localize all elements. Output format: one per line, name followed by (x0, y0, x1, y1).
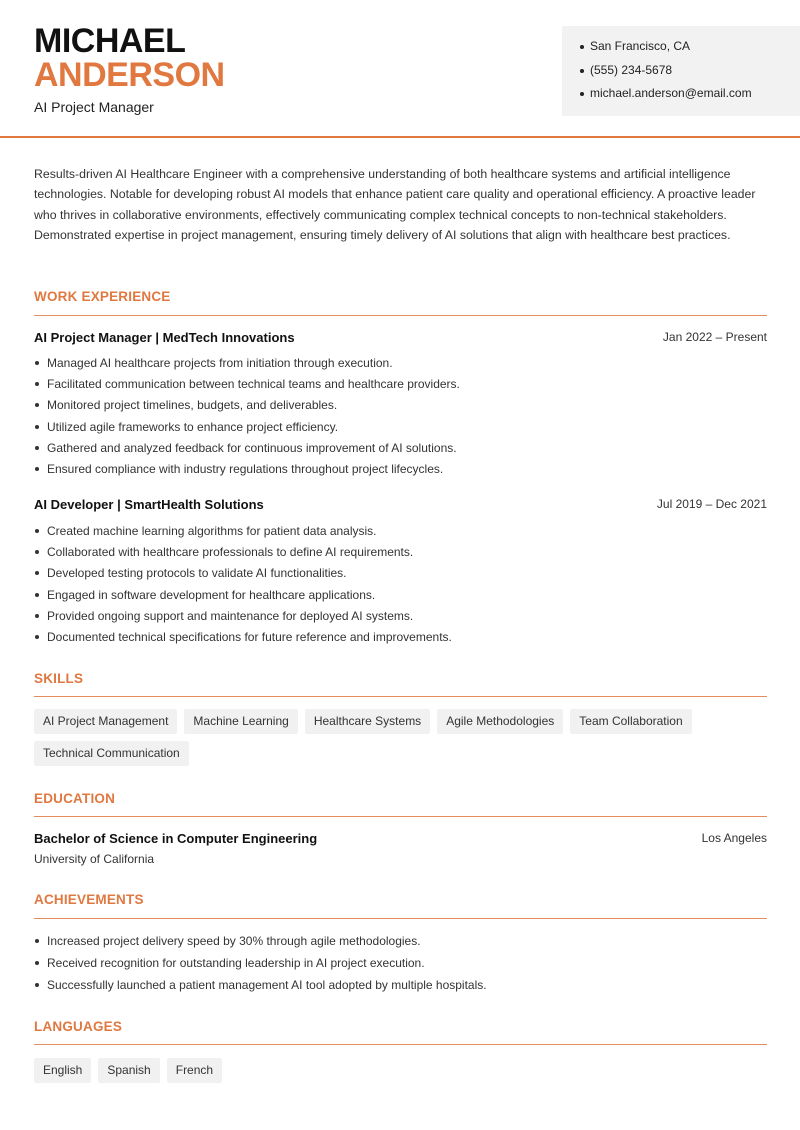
language-tag: Spanish (98, 1058, 159, 1083)
job-header (34, 497, 767, 512)
list-item: Engaged in software development for healthcare applications. (34, 587, 452, 608)
education-school: University of California (34, 852, 155, 866)
contact-email[interactable]: michael.anderson@email.com (580, 86, 800, 110)
job-header (34, 330, 767, 345)
contact-box (562, 26, 800, 116)
section-divider (34, 816, 767, 817)
last-name: ANDERSON (34, 56, 225, 94)
job-bullets (34, 355, 460, 482)
skill-tag: Healthcare Systems (305, 709, 430, 734)
section-title-skills: SKILLS (34, 671, 84, 686)
section-divider (34, 315, 767, 316)
language-tag: French (167, 1058, 222, 1083)
achievements-list (34, 933, 487, 999)
skill-tag: Team Collaboration (570, 709, 691, 734)
list-item: Gathered and analyzed feedback for continuous improvement of AI solutions. (34, 440, 460, 461)
job-bullets (34, 523, 452, 650)
list-item: Developed testing protocols to validate AI functionalities. (34, 565, 452, 586)
list-item: Utilized agile frameworks to enhance project efficiency. (34, 419, 460, 440)
first-name: MICHAEL (34, 22, 186, 60)
summary-paragraph: Results-driven AI Healthcare Engineer with a comprehensive understanding of both healthcare systems and artificial intelligence technologies. Notable for developing robust AI models that enhance patient care quality and operational efficiency. A proactive leader who thrives in collaborative environments, effectively communicating complex technical concepts to non-technical stakeholders. Demonstrated expertise in project management, ensuring timely delivery of AI solutions that align with healthcare best practices. (34, 167, 756, 243)
list-item: Collaborated with healthcare professionals to define AI requirements. (34, 544, 452, 565)
list-item: Facilitated communication between technical teams and healthcare providers. (34, 376, 460, 397)
job-title: AI Project Manager (34, 99, 154, 115)
list-item: Ensured compliance with industry regulations throughout project lifecycles. (34, 461, 460, 482)
language-tags (34, 1058, 774, 1083)
contact-location: San Francisco, CA (580, 39, 800, 63)
section-title-languages: LANGUAGES (34, 1019, 123, 1034)
list-item: Managed AI healthcare projects from initiation through execution. (34, 355, 460, 376)
job-dates: Jul 2019 – Dec 2021 (656, 497, 767, 511)
skill-tag: Agile Methodologies (437, 709, 563, 734)
list-item: Successfully launched a patient management AI tool adopted by multiple hospitals. (34, 977, 487, 999)
section-divider (34, 696, 767, 697)
skill-tag: Machine Learning (184, 709, 297, 734)
section-title-work: WORK EXPERIENCE (34, 289, 171, 304)
job-role: AI Project Manager | MedTech Innovations (34, 330, 295, 345)
list-item: Created machine learning algorithms for patient data analysis. (34, 523, 452, 544)
list-item: Documented technical specifications for future reference and improvements. (34, 629, 452, 650)
list-item: Increased project delivery speed by 30% through agile methodologies. (34, 933, 487, 955)
section-title-achievements: ACHIEVEMENTS (34, 892, 144, 907)
language-tag: English (34, 1058, 91, 1083)
skill-tag: AI Project Management (34, 709, 177, 734)
education-location: Los Angeles (701, 831, 767, 845)
skill-tag: Technical Communication (34, 741, 189, 766)
job-dates: Jan 2022 – Present (662, 330, 767, 344)
section-divider (34, 918, 767, 919)
resume-header (0, 0, 800, 138)
skills-tags (34, 709, 774, 766)
list-item: Provided ongoing support and maintenance for deployed AI systems. (34, 608, 452, 629)
list-item: Received recognition for outstanding leadership in AI project execution. (34, 955, 487, 977)
section-divider (34, 1044, 767, 1045)
education-degree: Bachelor of Science in Computer Engineering (34, 831, 318, 846)
contact-phone: (555) 234-5678 (580, 63, 800, 87)
list-item: Monitored project timelines, budgets, and deliverables. (34, 397, 460, 418)
job-role: AI Developer | SmartHealth Solutions (34, 497, 264, 512)
section-title-education: EDUCATION (34, 791, 116, 806)
